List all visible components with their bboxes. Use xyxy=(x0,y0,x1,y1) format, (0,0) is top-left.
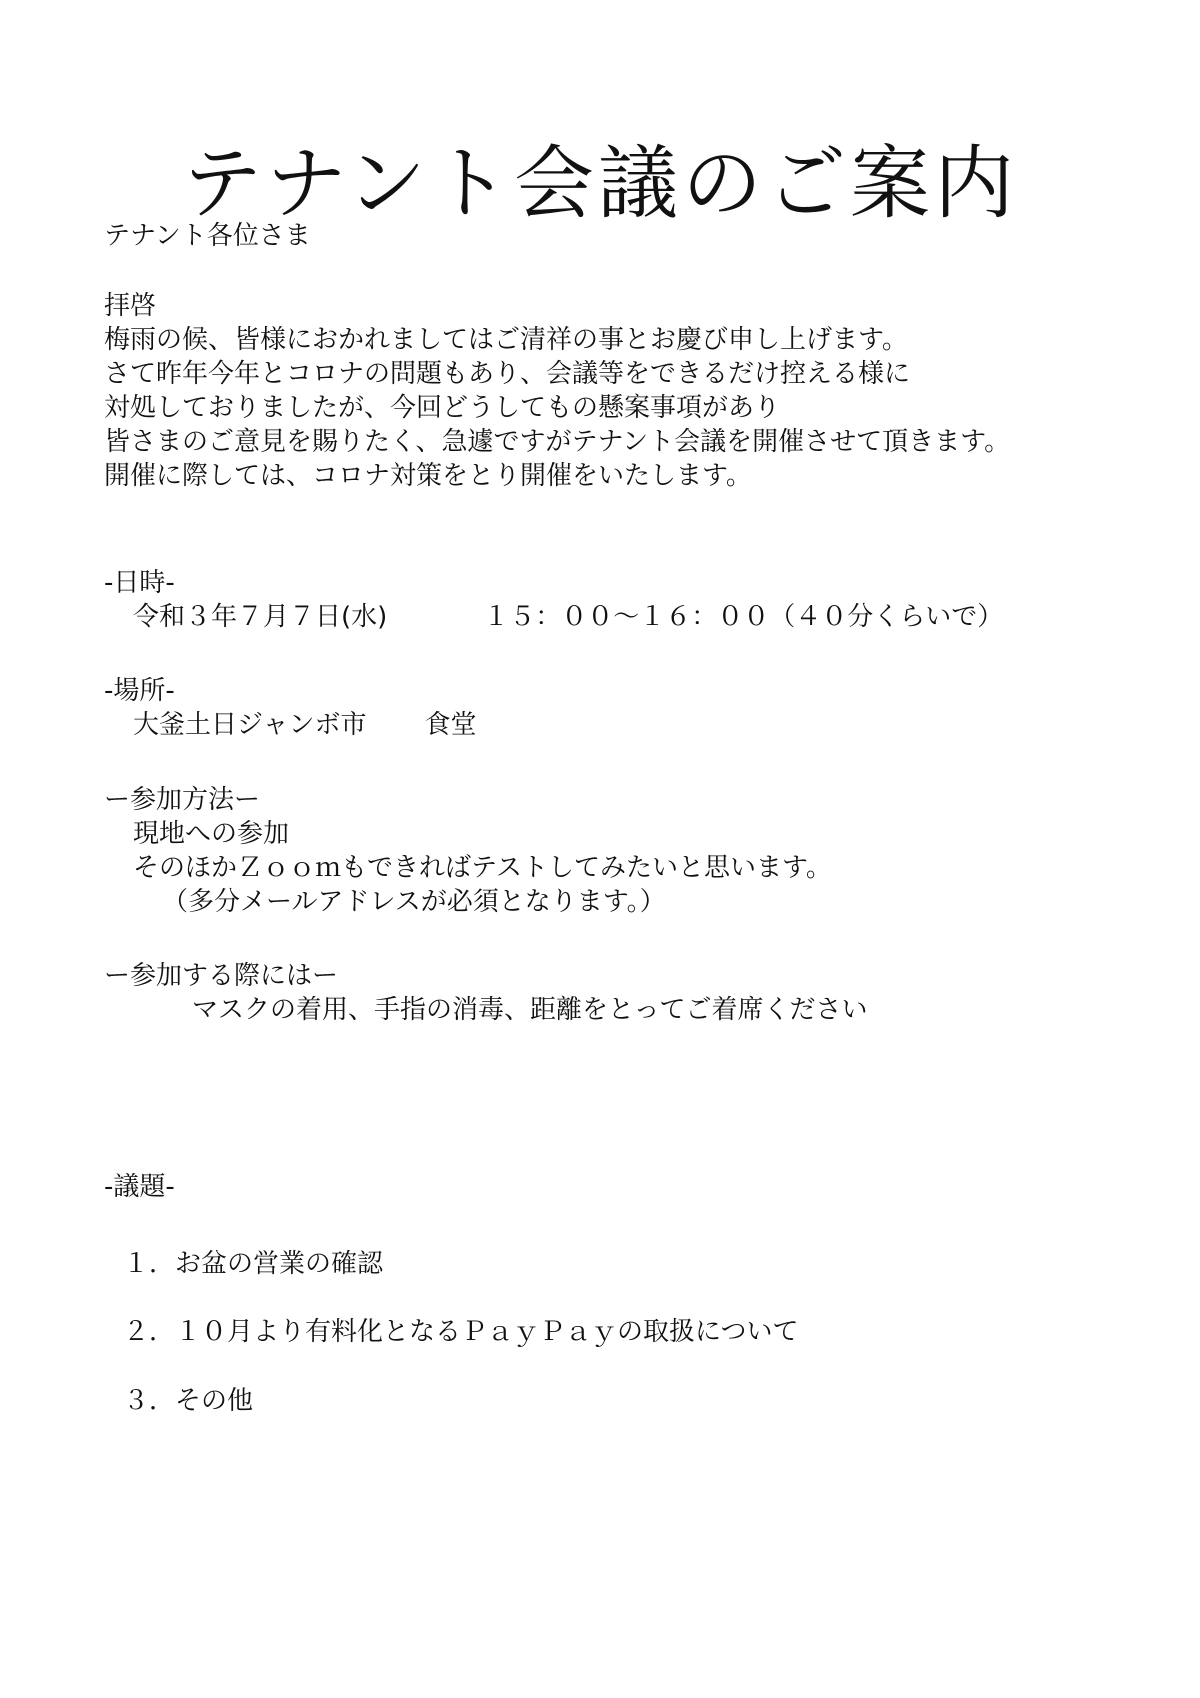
datetime-row xyxy=(133,600,1003,634)
attendance-heading: ー参加する際にはー xyxy=(104,961,339,991)
place-row xyxy=(133,708,477,742)
meeting-date: 令和３年７月７日(水) xyxy=(133,602,388,632)
agenda-item: ３．その他 xyxy=(123,1386,254,1416)
agenda-item: １．お盆の営業の確認 xyxy=(123,1249,384,1279)
agenda-item: ２．１０月より有料化となるＰａｙＰａｙの取扱について xyxy=(123,1317,799,1347)
body-line: さて昨年今年とコロナの問題もあり、会議等をできるだけ控える様に xyxy=(104,359,911,389)
addressee: テナント各位さま xyxy=(104,221,311,251)
meeting-time: １５：００～１６：００（４０分くらいで） xyxy=(483,602,1004,632)
greeting: 拝啓 xyxy=(104,291,157,321)
body-line: 開催に際しては、コロナ対策をとり開催をいたします。 xyxy=(104,461,752,491)
participation-line: （多分メールアドレスが必須となります。） xyxy=(162,887,666,917)
participation-heading: ー参加方法ー xyxy=(104,785,261,815)
page-title: テナント会議のご案内 xyxy=(182,136,1018,230)
place-heading: -場所- xyxy=(104,676,175,706)
participation-line: 現地への参加 xyxy=(133,819,290,849)
attendance-note: マスクの着用、手指の消毒、距離をとってご着席ください xyxy=(192,995,868,1025)
venue-name: 大釜土日ジャンボ市 xyxy=(133,710,367,740)
body-line: 皆さまのご意見を賜りたく、急遽ですがテナント会議を開催させて頂きます。 xyxy=(104,427,1011,457)
datetime-heading: -日時- xyxy=(104,568,175,598)
venue-room: 食堂 xyxy=(424,710,477,740)
agenda-heading: -議題- xyxy=(104,1172,175,1202)
body-line: 対処しておりましたが、今回どうしてもの懸案事項があり xyxy=(104,393,781,423)
body-line: 梅雨の候、皆様におかれましてはご清祥の事とお慶び申し上げます。 xyxy=(104,325,908,355)
participation-line: そのほかＺｏｏｍもできればテストしてみたいと思います。 xyxy=(133,853,832,883)
